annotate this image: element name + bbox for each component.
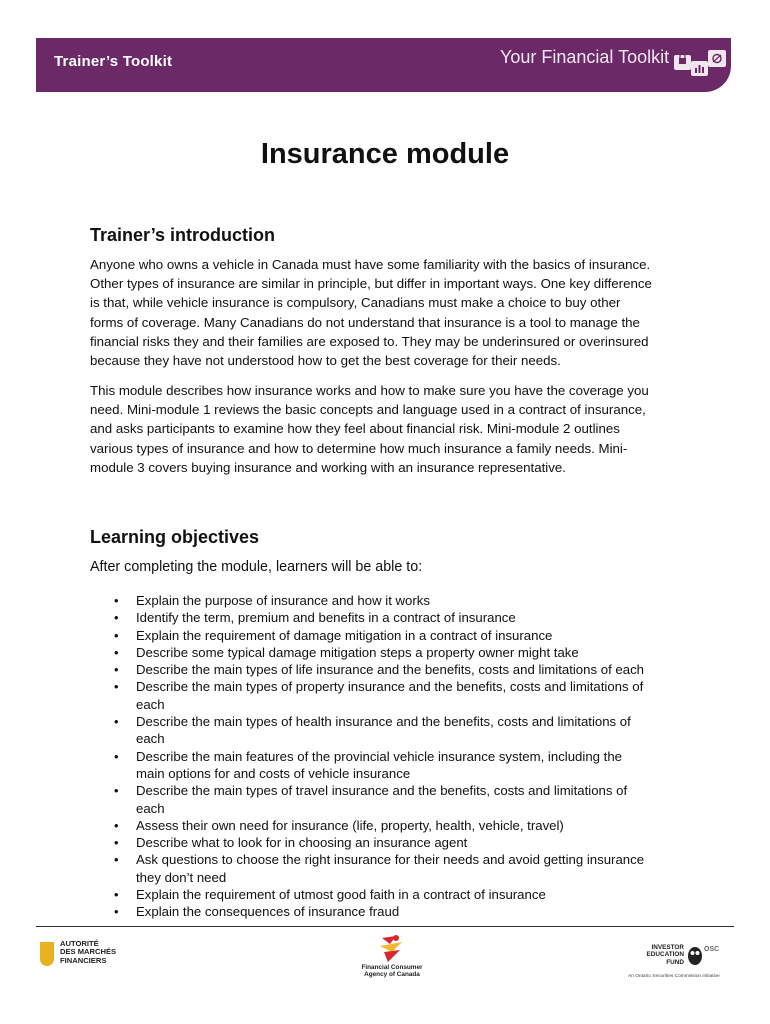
fcac-emblem-icon [352, 932, 432, 964]
intro-p2-line: This module describes how insurance works and how to make sure you have the coverage you [90, 383, 649, 398]
intro-p1-line: is that, while vehicle insurance is compulsory, Canadians must make a choice to buy other [90, 295, 621, 311]
objectives-lead: After completing the module, learners will be able to: [90, 559, 423, 575]
intro-p2-line: module 3 covers buying insurance and working with an insurance representative. [90, 459, 566, 475]
objective-item: • Explain the consequences of insurance fraud [114, 903, 684, 920]
amf-logo-text: AUTORITÉ DES MARCHÉS FINANCIERS [60, 939, 117, 965]
header-banner [36, 38, 731, 92]
intro-paragraph-1 [90, 255, 680, 370]
objectives-list [114, 592, 684, 921]
objective-item: • Describe what to look for in choosing an insurance agent [114, 834, 684, 851]
objective-item: • Describe the main features of the provincial vehicle insurance system, including the main options for and costs of vehicle insurance [114, 748, 684, 783]
page-title: Insurance module [260, 138, 510, 170]
intro-p1-line: Other types of insurance are similar in principle, but differ in important ways. One key difference [90, 276, 652, 292]
ief-mascot-icon [687, 944, 703, 966]
calculator-icon [708, 50, 726, 67]
objective-item: • Assess their own need for insurance (life, property, health, vehicle, travel) [114, 817, 684, 834]
objective-item: • Explain the purpose of insurance and how it works [114, 592, 684, 609]
your-financial-toolkit-label: Your Financial Toolkit [500, 47, 670, 67]
objective-item: • Identify the term, premium and benefits in a contract of insurance [114, 609, 684, 626]
objective-item: • Explain the requirement of utmost good faith in a contract of insurance [114, 886, 684, 903]
intro-paragraph-2 [90, 381, 680, 477]
trainers-toolkit-label: Trainer’s Toolkit [54, 53, 173, 70]
objective-item: • Describe the main types of health insurance and the benefits, costs and limitations of each [114, 713, 684, 748]
objective-item: • Describe the main types of travel insurance and the benefits, costs and limitations of each [114, 782, 684, 817]
objective-item: • Describe the main types of life insurance and the benefits, costs and limitations of each [114, 661, 684, 678]
bar-chart-icon [691, 61, 708, 76]
fcac-logo-text: Financial Consumer Agency of Canada [361, 964, 423, 978]
footer-divider [36, 926, 734, 927]
objective-item: • Describe some typical damage mitigation steps a property owner might take [114, 644, 684, 661]
toolkit-icons [672, 47, 728, 81]
osc-label: OSC [704, 946, 720, 953]
lock-icon [674, 54, 691, 71]
intro-p1-line: forms of coverage. Many Canadians do not understand that insurance is a tool to manage the [90, 314, 640, 330]
ief-logo-text: INVESTOR EDUCATION FUND [646, 944, 684, 966]
objectives-heading: Learning objectives [90, 527, 260, 547]
ief-tagline: An Ontario Securities Commission initiative [628, 974, 720, 979]
objective-item: • Ask questions to choose the right insurance for their needs and avoid getting insurance they don’t need [114, 851, 684, 886]
amf-logo [40, 940, 160, 980]
intro-p2-line: need. Mini-module 1 reviews the basic concepts and language used in a contract of insurance, [90, 402, 646, 418]
intro-p1-line: financial risks they and their families are exposed to. They may be underinsured or overinsured [90, 333, 649, 349]
objective-item: • Explain the requirement of damage mitigation in a contract of insurance [114, 627, 684, 644]
objective-item: • Describe the main types of property insurance and the benefits, costs and limitations of each [114, 678, 684, 713]
intro-p1-line: because they have not understood how to get the best coverage for their needs. [90, 353, 561, 369]
intro-p1-line: Anyone who owns a vehicle in Canada must have some familiarity with the basics of insurance. [90, 257, 651, 272]
intro-p2-line: various types of insurance and how to determine how much insurance a family needs. Mini- [90, 440, 628, 456]
fcac-logo [352, 932, 432, 994]
investor-education-fund-logo [624, 944, 734, 984]
intro-p2-line: and asks participants to examine how they feel about financial risk. Mini-module 2 outlines [90, 421, 620, 437]
intro-heading: Trainer’s introduction [90, 225, 276, 245]
amf-mark-icon [40, 942, 54, 966]
